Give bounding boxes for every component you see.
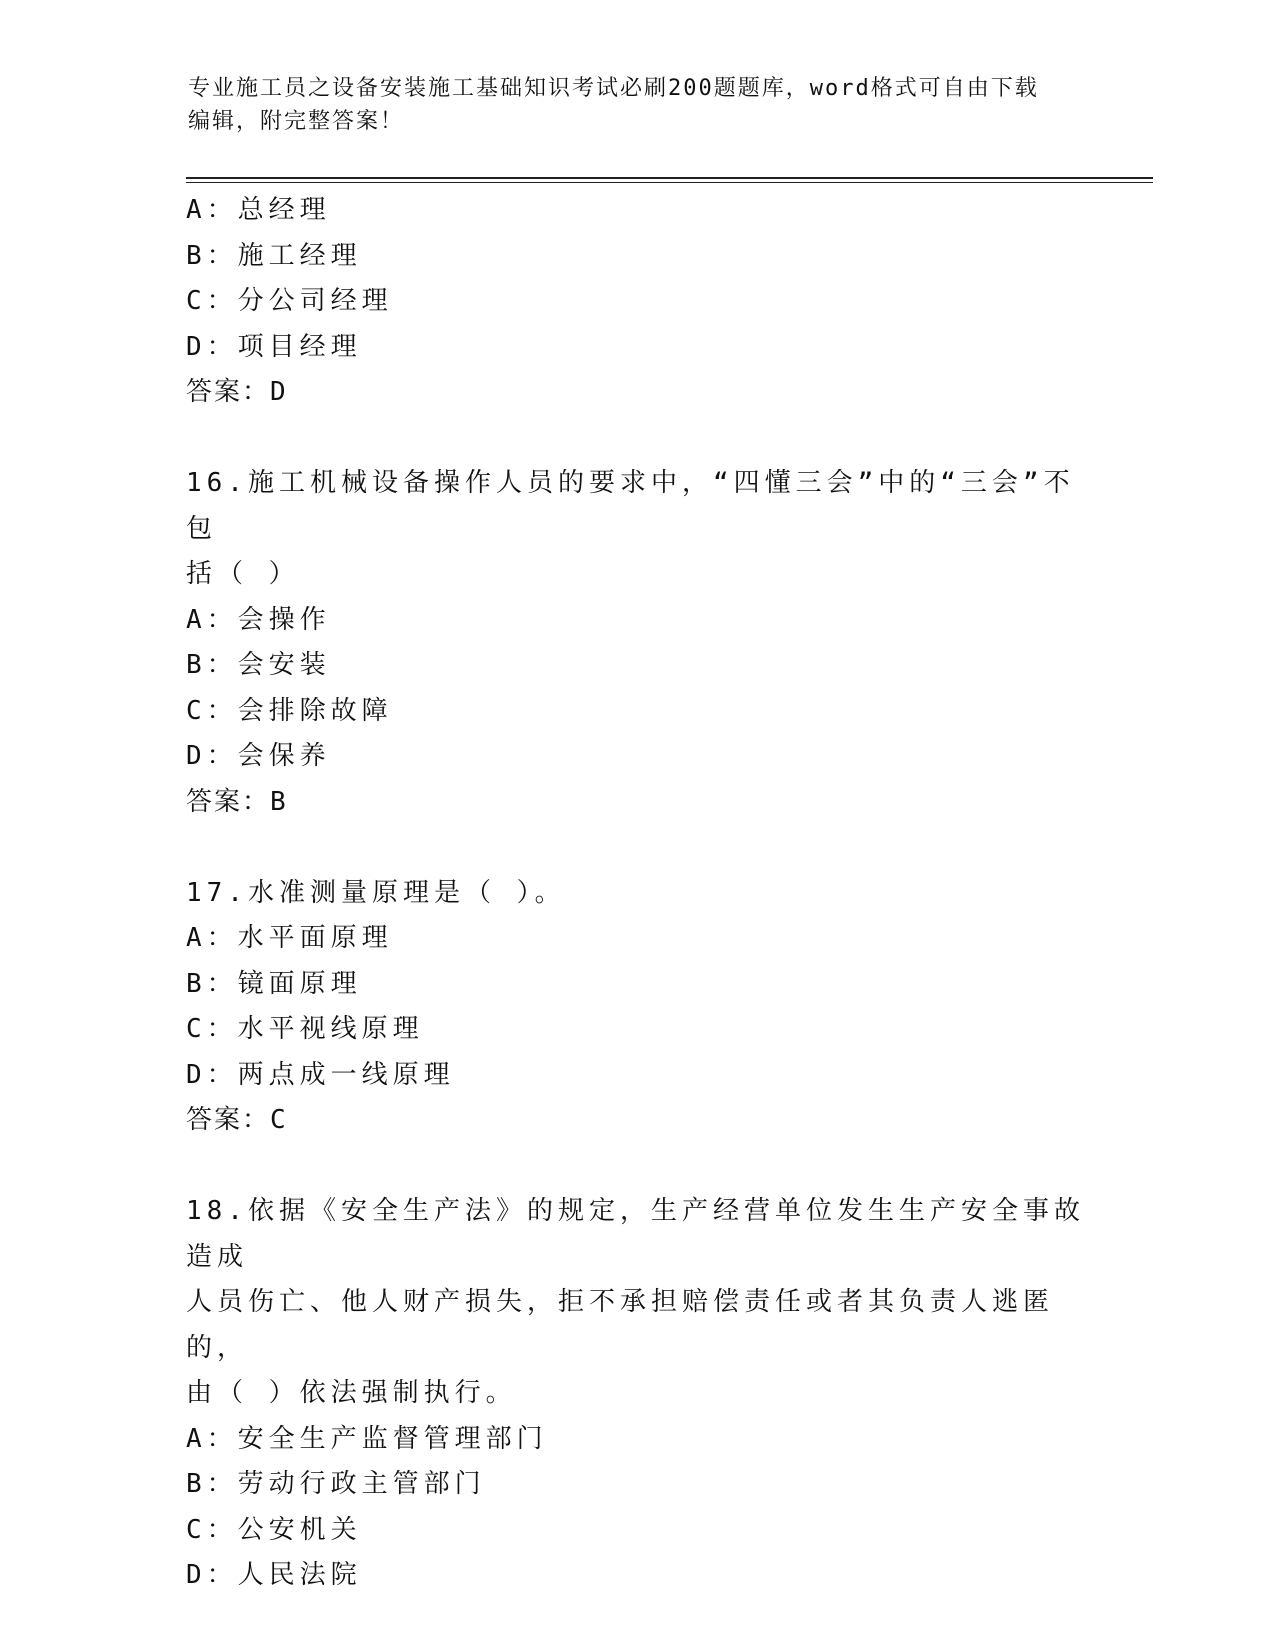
spacer [186,1144,1086,1190]
option-d: D：会保养 [186,741,331,771]
option-a: A：总经理 [186,195,331,225]
option-d: D：人民法院 [186,1560,362,1590]
question-17 [186,871,1086,1144]
header-line-2: 编辑，附完整答案！ [188,109,405,134]
document-header [188,72,1088,138]
header-line-1: 专业施工员之设备安装施工基础知识考试必刷200题题库，word格式可自由下载 [188,76,1039,101]
question-stem-continued: 由（ ）依法强制执行。 [186,1378,517,1408]
option-c: C：会排除故障 [186,695,393,726]
question-stem-continued: 括（ ） [186,559,300,589]
option-b: B：会安装 [186,650,331,680]
option-b: B：劳动行政主管部门 [186,1469,486,1499]
option-c: C：水平视线原理 [186,1014,424,1044]
question-stem: 16.施工机械设备操作人员的要求中，“四懂三会”中的“三会”不包 [186,468,1075,544]
spacer [186,825,1086,871]
answer: 答案：B [186,786,288,817]
option-a: A：安全生产监督管理部门 [186,1423,548,1454]
question-stem-continued: 人员伤亡、他人财产损失，拒不承担赔偿责任或者其负责人逃匿的， [186,1287,1055,1363]
answer: 答案：D [186,377,288,407]
question-list [186,188,1086,1599]
question-16 [186,461,1086,825]
option-d: D：项目经理 [186,331,362,362]
option-a: A：水平面原理 [186,923,393,953]
option-c: C：公安机关 [186,1514,362,1545]
question-18 [186,1189,1086,1599]
option-a: A：会操作 [186,604,331,635]
header-divider-thin [186,182,1153,183]
option-b: B：镜面原理 [186,968,362,999]
option-d: D：两点成一线原理 [186,1059,455,1090]
answer: 答案：C [186,1105,288,1135]
question-stem: 17.水准测量原理是（ ）。 [186,877,566,908]
option-b: B：施工经理 [186,240,362,271]
question-15 [186,188,1086,416]
spacer [186,416,1086,462]
option-c: C：分公司经理 [186,286,393,316]
question-stem: 18.依据《安全生产法》的规定，生产经营单位发生生产安全事故造成 [186,1196,1085,1272]
header-divider-thick [186,177,1153,179]
